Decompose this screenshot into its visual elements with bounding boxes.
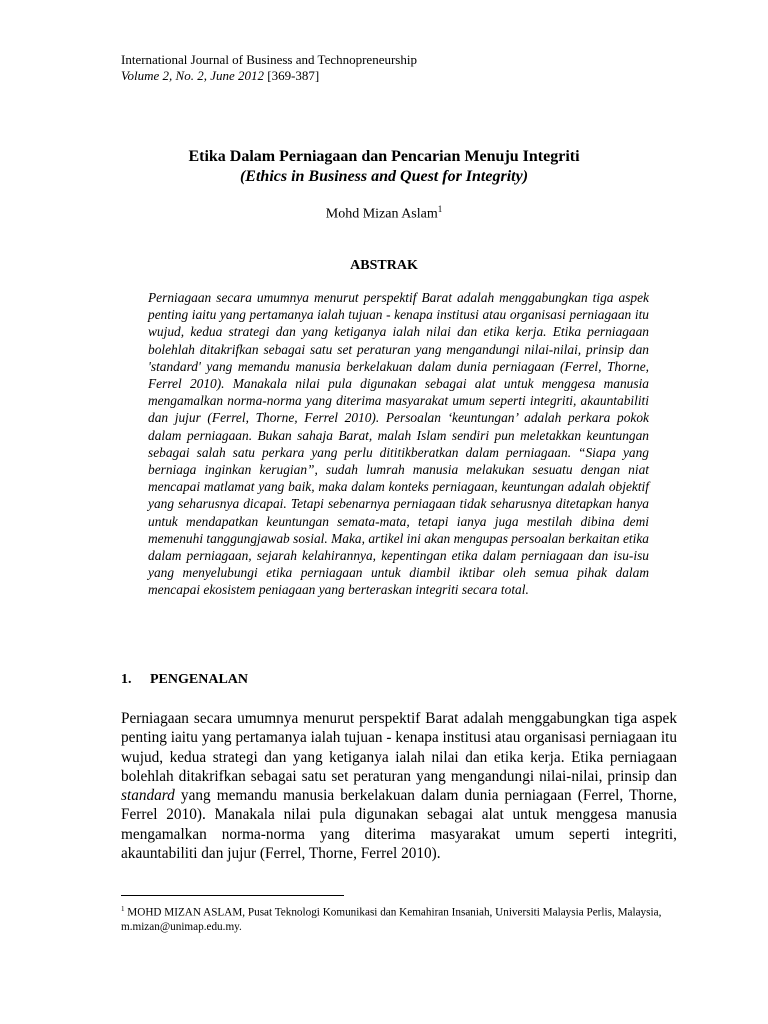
section-title: PENGENALAN: [150, 672, 249, 687]
abstract-heading: ABSTRAK: [350, 258, 418, 273]
journal-pages: [369-387]: [267, 68, 320, 83]
body-italic-word: standard: [121, 787, 175, 805]
body-text-part-1: Perniagaan secara umumnya menurut perspektif Barat adalah menggabungkan tiga aspek penting iaitu yang pertamanya ialah tujuan - kenapa institusi atau organisasi perniagaan itu wujud, kedua strategi dan yang ketiganya ialah nilai dan etika kerja. Etika perniagaan bolehlah ditakrifkan sebagai satu set peraturan yang mengandungi nilai-nilai, prinsip dan: [121, 710, 677, 785]
footnote-mark: 1: [121, 905, 125, 913]
paper-title: Etika Dalam Perniagaan dan Pencarian Menuju Integriti: [188, 148, 580, 165]
section-heading: [121, 671, 248, 689]
body-text-part-2: yang memandu manusia berkelakuan dalam dunia perniagaan (Ferrel, Thorne, Ferrel 2010). Manakala nilai pula digunakan sebagai alat untuk menggesa manusia mengamalkan norma-norma yang diterima masyarakat umum seperti integriti, akauntabiliti dan jujur (Ferrel, Thorne, Ferrel 2010).: [121, 787, 677, 863]
section-number: 1.: [121, 672, 132, 687]
journal-volume-line: [121, 68, 417, 84]
section-body-paragraph: [121, 709, 677, 863]
journal-volume: Volume 2, No. 2, June 2012: [121, 68, 264, 83]
journal-header: [121, 52, 417, 84]
paper-author-line: [0, 200, 768, 224]
footnote-divider: [121, 895, 344, 896]
journal-name: International Journal of Business and Technopreneurship: [121, 52, 417, 67]
footnote: [121, 902, 677, 935]
paper-author: Mohd Mizan Aslam: [325, 206, 438, 222]
footnote-text: MOHD MIZAN ASLAM, Pusat Teknologi Komunikasi dan Kemahiran Insaniah, Universiti Malaysia Perlis, Malaysia, m.mizan@unimap.edu.my.: [121, 906, 662, 934]
author-footnote-mark: 1: [437, 204, 443, 214]
abstract-text: Perniagaan secara umumnya menurut perspektif Barat adalah menggabungkan tiga aspek penting iaitu yang pertamanya ialah tujuan - kenapa institusi atau organisasi perniagaan itu wujud, kedua strategi dan yang ketiganya ialah nilai dan etika kerja. Etika perniagaan bolehlah ditakrifkan sebagai satu set peraturan yang mengandungi nilai-nilai, prinsip dan 'standard' yang memandu manusia berkelakuan dalam dunia perniagaan (Ferrel, Thorne, Ferrel 2010). Manakala nilai pula digunakan sebagai alat untuk menggesa manusia mengamalkan norma-norma yang diterima masyarakat umum seperti integriti, akauntabiliti dan jujur (Ferrel, Thorne, Ferrel 2010). Persoalan ‘keuntungan’ adalah perkara pokok dalam perniagaan. Bukan sahaja Barat, malah Islam sendiri pun meletakkan keuntungan sebagai salah satu perkara yang perlu dititikberatkan dalam perniagaan. “Siapa yang berniaga inginkan kerugian”, sudah lumrah manusia melakukan sesuatu dengan niat mencapai matlamat yang baik, maka dalam konteks perniagaan, keuntungan adalah objektif yang seharusnya dicapai. Tetapi sebenarnya perniagaan tidak seharusnya ditetapkan hanya untuk mendapatkan keuntungan semata-mata, tetapi ianya juga mestilah dibina demi memenuhi tanggungjawab sosial. Maka, artikel ini akan mengupas persoalan berkaitan etika dalam perniagaan, sejarah kelahirannya, kepentingan etika dalam perniagaan dan isu-isu yang menyelubungi etika perniagaan untuk diambil iktibar oleh semua pihak dalam mencapai ekosistem peniagaan yang berteraskan integriti secara total.: [148, 290, 649, 598]
paper-subtitle: (Ethics in Business and Quest for Integrity): [239, 168, 529, 185]
